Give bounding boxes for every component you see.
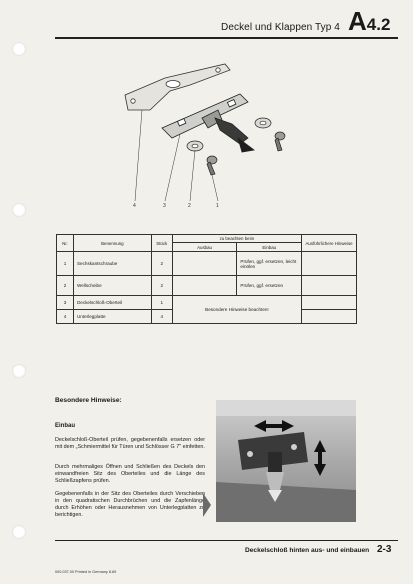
note-paragraph-1: Deckelschloß-Oberteil prüfen, gegebenenfalls ersetzen oder mit dem „Schmiermittel für Türen und Schlösser G 7" einfetten. [55,437,205,450]
col-header-einbau: Einbau [237,243,302,252]
col-header-hinweise: Ausführlichere Hinweise [302,235,357,252]
page-number: 2-3 [377,544,392,555]
col-header-benennung: Benennung [73,235,151,252]
exploded-parts-drawing [120,58,290,216]
parts-table [56,234,357,324]
note-paragraph-3: Gegebenenfalls in der Sitz des Oberteiles durch Verschieben in den quadratischen Durchbrüchen und die Zapfenlänge durch Erhöhen oder Herausnehmen von Unterlegplatten zu berichtigen. [55,491,205,518]
note-paragraph-2: Durch mehrmaliges Öffnen und Schließen des Deckels den einwandfreien Sitz des Oberteiles und die Länge des Schließzapfens prüfen. [55,464,205,484]
installed-lock-photo [216,400,356,522]
callout-1: 1 [216,203,219,209]
table-row: 2 Wellscheibe 2 Prüfen, ggf. ersetzen [57,276,357,296]
table-row: 4 Unterlegplatte 4 [57,310,357,324]
punch-hole-lower [12,364,26,378]
table-row: 3 Deckelschloß-Oberteil 1 Besondere Hinweise beachten! [57,296,357,310]
notes-title: Besondere Hinweise: [55,397,122,404]
header-rule [55,37,398,39]
col-header-nr: Nr. [57,235,74,252]
notes-subtitle: Einbau [55,423,76,429]
callout-3: 3 [163,203,166,209]
callout-2: 2 [188,203,191,209]
section-code: A4.2 [348,6,391,36]
col-header-ausbau: Ausbau [172,243,237,252]
punch-hole-top [12,42,26,56]
col-header-zu-beachten: zu beachten beim [172,235,301,243]
table-row: 1 Sechskantschraube 2 Prüfen, ggf. ersetzen, leicht einölen [57,252,357,276]
punch-hole-bottom [12,525,26,539]
lid-bracket-plate [125,64,230,110]
callout-4: 4 [133,203,136,209]
lock-upper-part [162,94,254,152]
punch-hole-middle [12,203,26,217]
merged-note: Besondere Hinweise beachten! [172,296,301,324]
header-title: Deckel und Klappen Typ 4 [221,22,340,33]
footer-rule [55,540,398,541]
col-header-stueck: Stück [151,235,172,252]
footer-title: Deckelschloß hinten aus- und einbauen [245,547,370,554]
washers-and-screws [187,118,285,175]
pointer-arrow [203,493,211,517]
print-info: 000.037.00 Printed in Germany 8.69 [55,570,117,574]
